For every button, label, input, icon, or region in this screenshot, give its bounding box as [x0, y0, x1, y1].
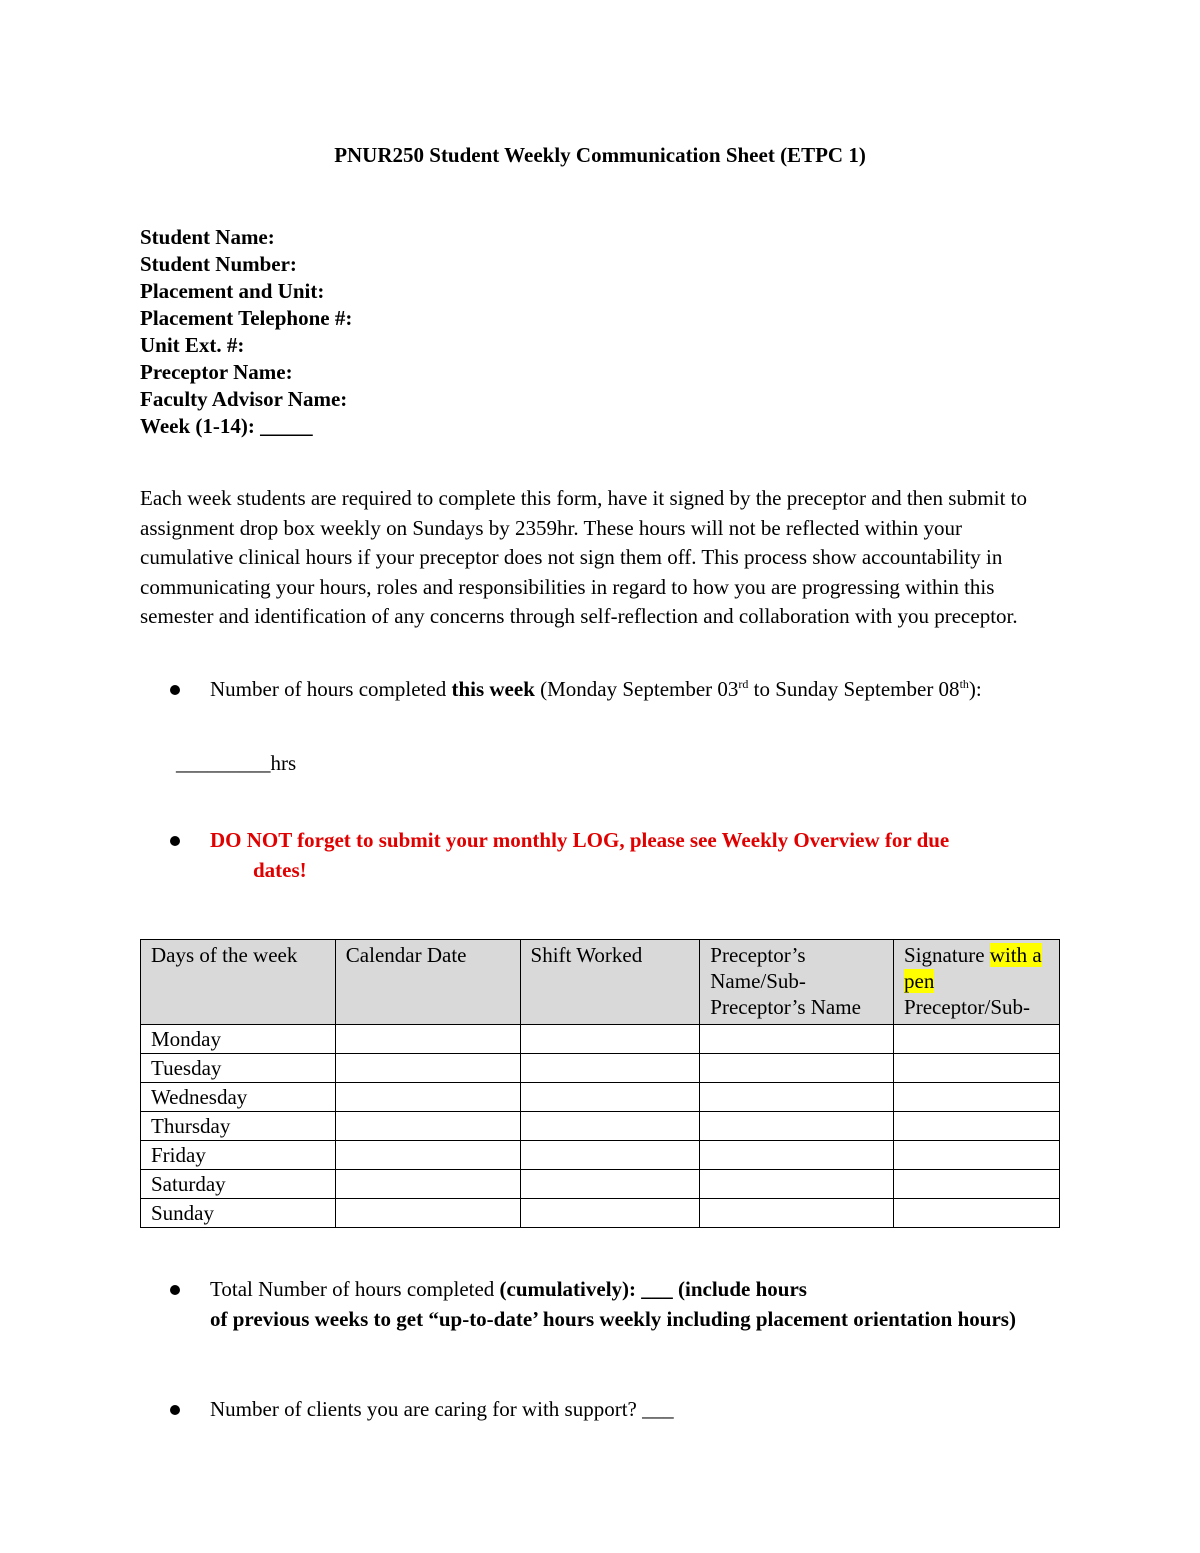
hours-middle2: to Sunday September 08	[748, 677, 960, 701]
calendar-date-cell[interactable]	[335, 1025, 520, 1054]
shift-cell[interactable]	[520, 1199, 700, 1228]
reminder-line2: dates!	[253, 857, 307, 882]
signature-highlight: with a pen	[904, 943, 1042, 993]
shift-cell[interactable]	[520, 1083, 700, 1112]
total-hours-line1	[210, 1275, 1050, 1305]
hours-bullet-text	[210, 675, 1050, 705]
calendar-date-cell[interactable]	[335, 1170, 520, 1199]
weekly-hours-table	[140, 939, 1060, 1228]
day-cell: Wednesday	[141, 1083, 336, 1112]
calendar-date-cell[interactable]	[335, 1141, 520, 1170]
preceptor-cell[interactable]	[700, 1054, 894, 1083]
preceptor-cell[interactable]	[700, 1141, 894, 1170]
calendar-date-cell[interactable]	[335, 1112, 520, 1141]
signature-cell[interactable]	[894, 1054, 1060, 1083]
field-unit-ext: Unit Ext. #:	[140, 333, 245, 357]
signature-cell[interactable]	[894, 1083, 1060, 1112]
preceptor-cell[interactable]	[700, 1083, 894, 1112]
hours-bold: this week	[451, 677, 535, 701]
signature-cell[interactable]	[894, 1199, 1060, 1228]
hours-middle: (Monday September 03	[534, 677, 739, 701]
table-row	[141, 1170, 1060, 1199]
log-reminder-text	[210, 826, 1050, 856]
header-preceptor-name: Preceptor’s Name/Sub-Preceptor’s Name	[700, 940, 894, 1025]
hours-blank: _________hrs	[176, 751, 297, 775]
table-header-row	[141, 940, 1060, 1025]
signature-label: Signature	[904, 943, 990, 967]
field-placement-unit: Placement and Unit:	[140, 279, 325, 303]
calendar-date-cell[interactable]	[335, 1083, 520, 1112]
header-shift-worked: Shift Worked	[520, 940, 700, 1025]
calendar-date-cell[interactable]	[335, 1199, 520, 1228]
hours-sup-rd: rd	[738, 677, 749, 691]
hours-sup-th: th	[959, 677, 969, 691]
signature-cell[interactable]	[894, 1170, 1060, 1199]
page-title: PNUR250 Student Weekly Communication Sheet (ETPC 1)	[334, 143, 866, 167]
field-student-number: Student Number:	[140, 252, 297, 276]
shift-cell[interactable]	[520, 1141, 700, 1170]
table-row	[141, 1025, 1060, 1054]
log-reminder-bullet	[170, 826, 1050, 885]
table-row	[141, 1141, 1060, 1170]
total-hours-bold: (cumulatively): ___ (include hours	[499, 1277, 807, 1301]
day-cell: Monday	[141, 1025, 336, 1054]
instructions-paragraph: Each week students are required to complete this form, have it signed by the preceptor and then submit to assignment drop box weekly on Sundays by 2359hr. These hours will not be reflected within your cumulative clinical hours if your preceptor does not sign them off. This process show accountability in communicating your hours, roles and responsibilities in regard to how you are progressing within this semester and identification of any concerns through self-reflection and collaboration with you preceptor.	[140, 486, 1027, 628]
preceptor-cell[interactable]	[700, 1112, 894, 1141]
field-preceptor-name: Preceptor Name:	[140, 360, 293, 384]
shift-cell[interactable]	[520, 1025, 700, 1054]
header-signature	[894, 940, 1060, 1025]
shift-cell[interactable]	[520, 1112, 700, 1141]
bullet-icon	[170, 836, 180, 846]
calendar-date-cell[interactable]	[335, 1054, 520, 1083]
day-cell: Sunday	[141, 1199, 336, 1228]
day-cell: Saturday	[141, 1170, 336, 1199]
table-row	[141, 1054, 1060, 1083]
hours-bullet	[170, 675, 1050, 705]
total-hours-line2: of previous weeks to get “up-to-date’ hours weekly including placement orientation hours)	[210, 1306, 1016, 1331]
shift-cell[interactable]	[520, 1054, 700, 1083]
field-placement-telephone: Placement Telephone #:	[140, 306, 353, 330]
hours-suffix: ):	[968, 677, 982, 701]
hours-prefix: Number of hours completed	[210, 677, 452, 701]
bullet-icon	[170, 1405, 180, 1415]
preceptor-cell[interactable]	[700, 1170, 894, 1199]
header-calendar-date: Calendar Date	[335, 940, 520, 1025]
reminder-line1: DO NOT forget to submit your monthly LOG, please see Weekly Overview for due	[210, 828, 950, 852]
day-cell: Friday	[141, 1141, 336, 1170]
day-cell: Thursday	[141, 1112, 336, 1141]
bullet-icon	[170, 1285, 180, 1295]
field-week: Week (1-14): _____	[140, 414, 313, 438]
table-row	[141, 1199, 1060, 1228]
student-info-fields	[140, 224, 352, 440]
clients-bullet-text: Number of clients you are caring for with support? ___	[210, 1397, 674, 1421]
preceptor-cell[interactable]	[700, 1199, 894, 1228]
signature-cell[interactable]	[894, 1112, 1060, 1141]
shift-cell[interactable]	[520, 1170, 700, 1199]
table-row	[141, 1083, 1060, 1112]
field-faculty-advisor: Faculty Advisor Name:	[140, 387, 348, 411]
preceptor-cell[interactable]	[700, 1025, 894, 1054]
field-student-name: Student Name:	[140, 225, 275, 249]
day-cell: Tuesday	[141, 1054, 336, 1083]
total-hours-bullet	[170, 1275, 1050, 1334]
total-hours-label: Total Number of hours completed	[210, 1277, 500, 1301]
clients-bullet	[170, 1395, 1050, 1425]
signature-suffix: Preceptor/Sub-	[904, 995, 1031, 1019]
signature-cell[interactable]	[894, 1025, 1060, 1054]
signature-cell[interactable]	[894, 1141, 1060, 1170]
table-row	[141, 1112, 1060, 1141]
bullet-icon	[170, 685, 180, 695]
header-days: Days of the week	[141, 940, 336, 1025]
